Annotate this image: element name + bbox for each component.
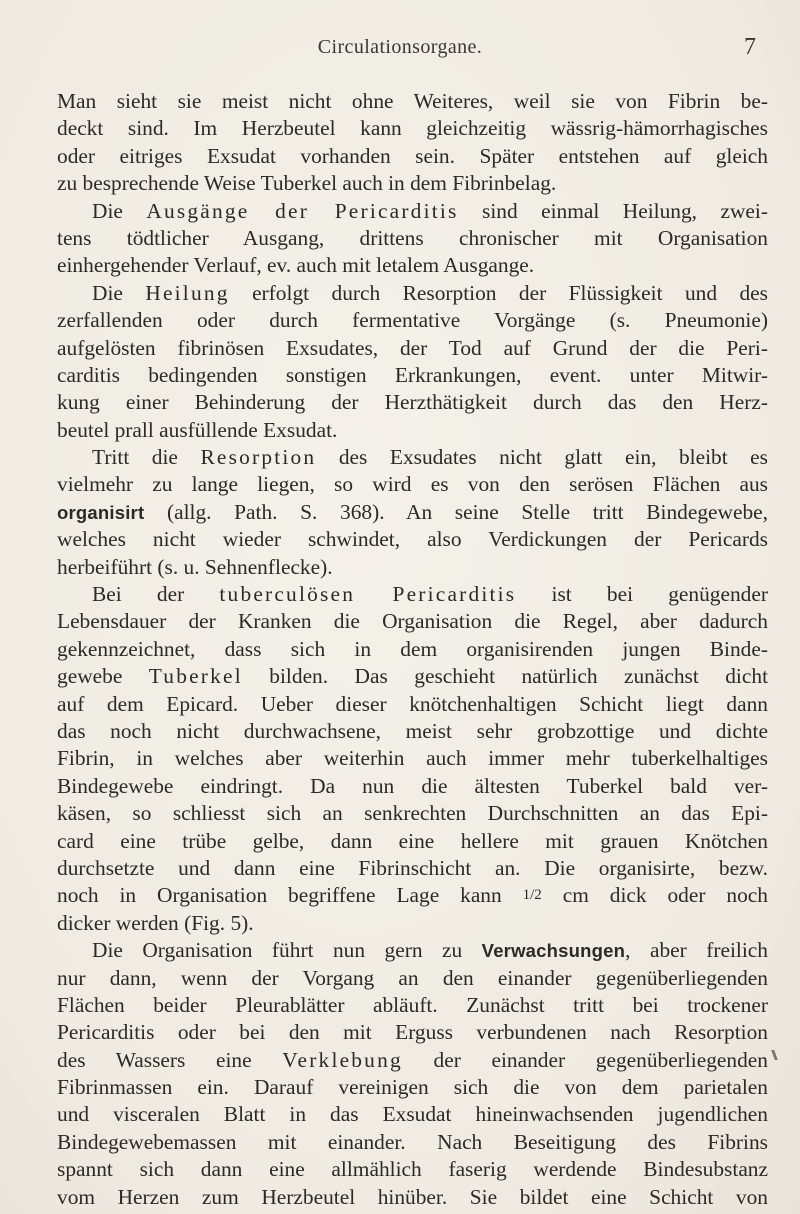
text-line: dicker werden (Fig. 5). <box>57 910 254 935</box>
body-text <box>57 88 768 1211</box>
text-run: des Wassers eine <box>57 1047 283 1072</box>
text-line: das noch nicht durchwachsene, meist sehr grobzottige und dichte <box>57 718 768 743</box>
page-number: 7 <box>744 34 756 60</box>
text-run: (allg. Path. S. 368). An seine Stelle tritt Bindegewebe, <box>144 499 768 524</box>
text-line: zu besprechende Weise Tuberkel auch in dem Fibrinbelag. <box>57 171 557 196</box>
text-line: spannt sich dann eine allmählich faserig werdende Bindesubstanz <box>57 1157 768 1182</box>
text-run: bilden. Das geschieht natürlich zunächst dicht <box>242 664 768 689</box>
text-line: tens tödtlicher Ausgang, drittens chronischer mit Organisation <box>57 225 768 250</box>
text-line <box>57 1047 768 1074</box>
fraction: 1/2 <box>522 887 542 904</box>
text-line: herbeiführt (s. u. Sehnenflecke). <box>57 554 333 579</box>
text-line: durchsetzte und dann eine Fibrinschicht an. Die organisirte, bezw. <box>57 855 768 880</box>
text-line: und visceralen Blatt in das Exsudat hineinwachsenden jugendlichen <box>57 1102 768 1127</box>
text-run: Die Organisation führt nun gern zu <box>92 938 482 963</box>
bold-term: organisirt <box>57 501 145 523</box>
text-line <box>57 499 768 526</box>
header-title: Circulationsorgane. <box>317 36 483 58</box>
text-run: Tritt die <box>92 445 201 470</box>
text-line: einhergehender Verlauf, ev. auch mit letalem Ausgange. <box>57 253 535 278</box>
spaced-emphasis: Ausgänge der Pericarditis <box>146 198 459 223</box>
text-line: Flächen beider Pleurablätter abläuft. Zunächst tritt bei trockener <box>57 992 768 1017</box>
print-speck <box>771 1050 784 1060</box>
text-line: Pericarditis oder bei den mit Erguss verbundenen nach Resorption <box>57 1020 768 1045</box>
text-line: card eine trübe gelbe, dann eine hellere mit grauen Knötchen <box>57 828 768 853</box>
text-line: welches nicht wieder schwindet, also Verdickungen der Pericards <box>57 527 768 552</box>
text-line: beutel prall ausfüllende Exsudat. <box>57 417 338 442</box>
text-run: gewebe <box>57 664 149 689</box>
text-line: oder eitriges Exsudat vorhanden sein. Später entstehen auf gleich <box>57 143 768 168</box>
text-line <box>57 663 768 690</box>
spaced-emphasis: tuberculösen Pericarditis <box>219 582 517 607</box>
text-line <box>57 882 768 909</box>
spaced-emphasis: Verklebung <box>282 1047 403 1072</box>
bold-term: Verwachsungen <box>481 940 626 962</box>
text-line <box>57 444 768 471</box>
text-run: erfolgt durch Resorption der Flüssigkeit und des <box>229 280 768 305</box>
text-line: nur dann, wenn der Vorgang an den einander gegenüberliegenden <box>57 965 768 990</box>
text-run: sind einmal Heilung, zwei- <box>458 198 768 223</box>
text-line: deckt sind. Im Herzbeutel kann gleichzeitig wässrig-hämorrhagisches <box>57 116 768 141</box>
text-line: käsen, so schliesst sich an senkrechten Durchschnitten an das Epi- <box>57 801 768 826</box>
text-run: der einander gegenüberliegenden <box>402 1047 768 1072</box>
text-line: aufgelösten fibrinösen Exsudates, der Tod auf Grund der die Peri- <box>57 335 768 360</box>
text-run: Bei der <box>92 582 220 607</box>
text-line: zerfallenden oder durch fermentative Vorgänge (s. Pneumonie) <box>57 308 768 333</box>
text-run: cm dick oder noch <box>541 883 768 908</box>
text-line: kung einer Behinderung der Herzthätigkeit durch das den Herz- <box>57 390 768 415</box>
running-header <box>0 36 800 66</box>
text-run: noch in Organisation begriffene Lage kann <box>57 883 523 908</box>
text-line: Fibrin, in welches aber weiterhin auch immer mehr tuberkelhaltiges <box>57 746 768 771</box>
text-line: carditis bedingenden sonstigen Erkrankungen, event. unter Mitwir- <box>57 362 768 387</box>
spaced-emphasis: Heilung <box>145 280 230 305</box>
text-line: auf dem Epicard. Ueber dieser knötchenhaltigen Schicht liegt dann <box>57 691 768 716</box>
text-run: Die <box>92 198 147 223</box>
text-run: ist bei genügender <box>516 582 768 607</box>
text-run: Die <box>92 280 146 305</box>
text-line <box>57 280 768 307</box>
text-run: des Exsudates nicht glatt ein, bleibt es <box>316 445 768 470</box>
text-line: vielmehr zu lange liegen, so wird es von den serösen Flächen aus <box>57 472 768 497</box>
text-line: gekennzeichnet, dass sich in dem organisirenden jungen Binde- <box>57 636 768 661</box>
text-line: Man sieht sie meist nicht ohne Weiteres, weil sie von Fibrin be- <box>57 89 768 113</box>
text-line: Fibrinmassen ein. Darauf vereinigen sich die von dem parietalen <box>57 1075 768 1100</box>
text-line: Bindegewebemassen mit einander. Nach Beseitigung des Fibrins <box>57 1129 768 1154</box>
text-line <box>57 937 768 964</box>
text-line: Lebensdauer der Kranken die Organisation die Regel, aber dadurch <box>57 609 768 634</box>
text-run: , aber freilich <box>625 938 768 963</box>
text-line <box>57 198 768 225</box>
spaced-emphasis: Tuberkel <box>148 664 243 689</box>
text-line <box>57 581 768 608</box>
text-line: Bindegewebe eindringt. Da nun die ältesten Tuberkel bald ver- <box>57 773 768 798</box>
spaced-emphasis: Resorption <box>200 445 317 470</box>
text-line: vom Herzen zum Herzbeutel hinüber. Sie bildet eine Schicht von <box>57 1184 768 1209</box>
